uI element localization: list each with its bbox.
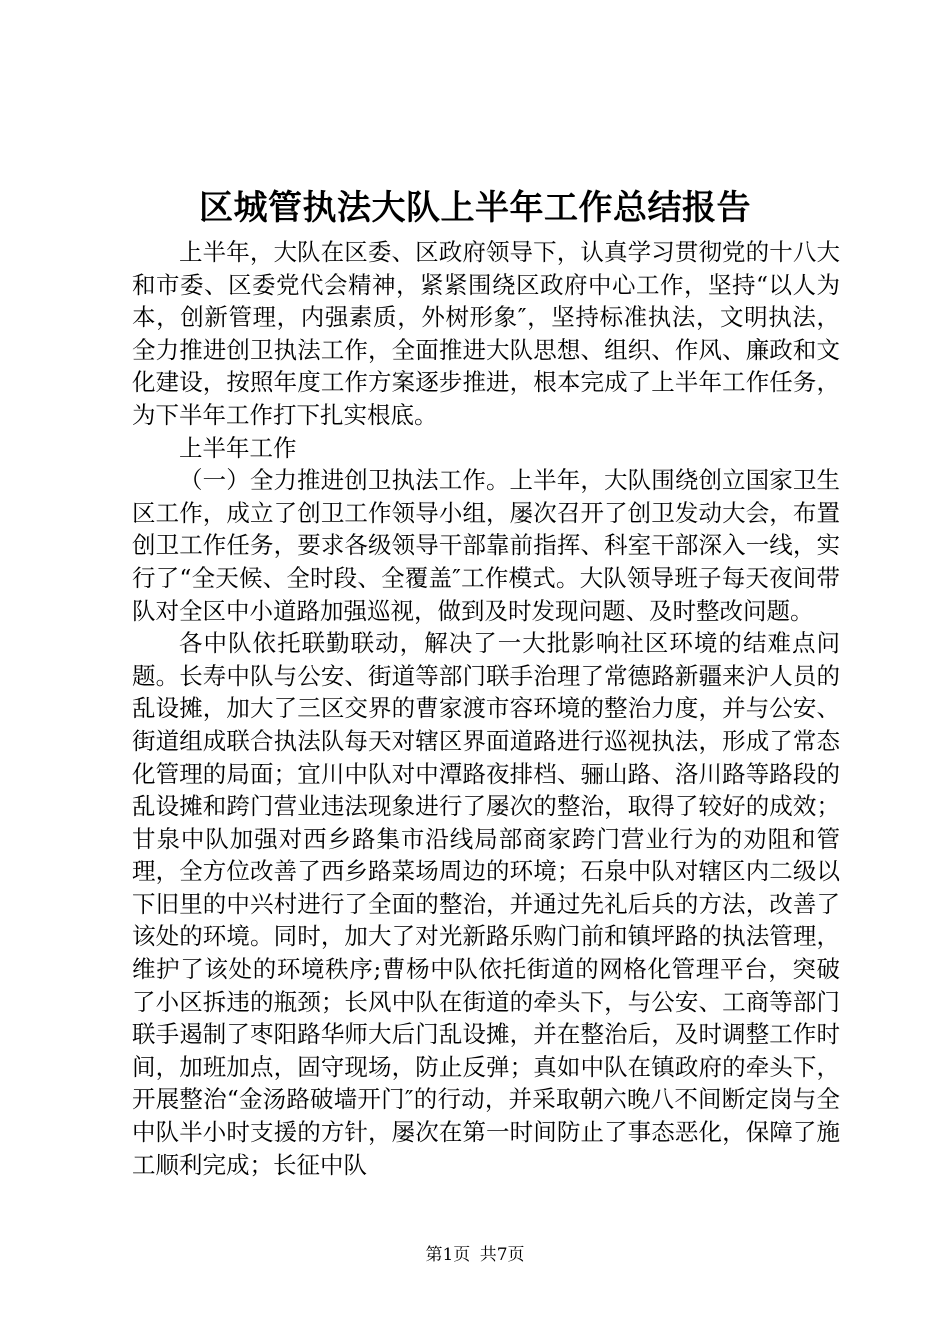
section-heading: 上半年工作	[179, 433, 297, 462]
page-footer	[0, 1243, 950, 1267]
paragraph-squad-work: 各中队依托联勤联动，解决了一大批影响社区环境的结难点问题。长寿中队与公安、街道等部门联手治理了常德路新疆来沪人员的乱设摊，加大了三区交界的曹家渡市容环境的整治力度，并与公安、街道组成联合执法队每天对辖区界面道路进行巡视执法，形成了常态化管理的局面；宜川中队对中潭路夜排档、骊山路、洛川路等路段的乱设摊和跨门营业违法现象进行了屡次的整治，取得了较好的成效；甘泉中队加强对西乡路集市沿线局部商家跨门营业行为的劝阻和管理，全方位改善了西乡路菜场周边的环境；石泉中队对辖区内二级以下旧里的中兴村进行了全面的整治，并通过先礼后兵的方法，改善了该处的环境。同时，加大了对光新路乐购门前和镇坪路的执法管理，维护了该处的环境秩序;曹杨中队依托街道的网格化管理平台，突破了小区拆违的瓶颈；长风中队在街道的牵头下，与公安、工商等部门联手遏制了枣阳路华师大后门乱设摊，并在整治后，及时调整工作时间，加班加点，固守现场，防止反弹；真如中队在镇政府的牵头下，开展整治“金汤路破墙开门″的行动，并采取朝六晚八不间断定岗与全中队半小时支援的方针，屡次在第一时间防止了事态恶化，保障了施工顺利完成；长征中队	[132, 629, 840, 1179]
document-body	[132, 236, 840, 1181]
page-number: 第1页	[425, 1245, 471, 1265]
paragraph-section-one: （一）全力推进创卫执法工作。上半年，大队围绕创立国家卫生区工作，成立了创卫工作领导小组，屡次召开了创卫发动大会，布置创卫工作任务，要求各级领导干部靠前指挥、科室干部深入一线，实行了“全天候、全时段、全覆盖″工作模式。大队领导班子每天夜间带队对全区中小道路加强巡视，做到及时发现问题、及时整改问题。	[132, 466, 840, 625]
document-title: 区城管执法大队上半年工作总结报告	[199, 188, 751, 228]
page-total: 共7页	[479, 1245, 525, 1265]
paragraph-intro: 上半年，大队在区委、区政府领导下，认真学习贯彻党的十八大和市委、区委党代会精神，紧紧围绕区政府中心工作，坚持“以人为本，创新管理，内强素质，外树形象″，坚持标准执法，文明执法，全力推进创卫执法工作，全面推进大队思想、组织、作风、廉政和文化建设，按照年度工作方案逐步推进，根本完成了上半年工作任务，为下半年工作打下扎实根底。	[132, 238, 840, 429]
